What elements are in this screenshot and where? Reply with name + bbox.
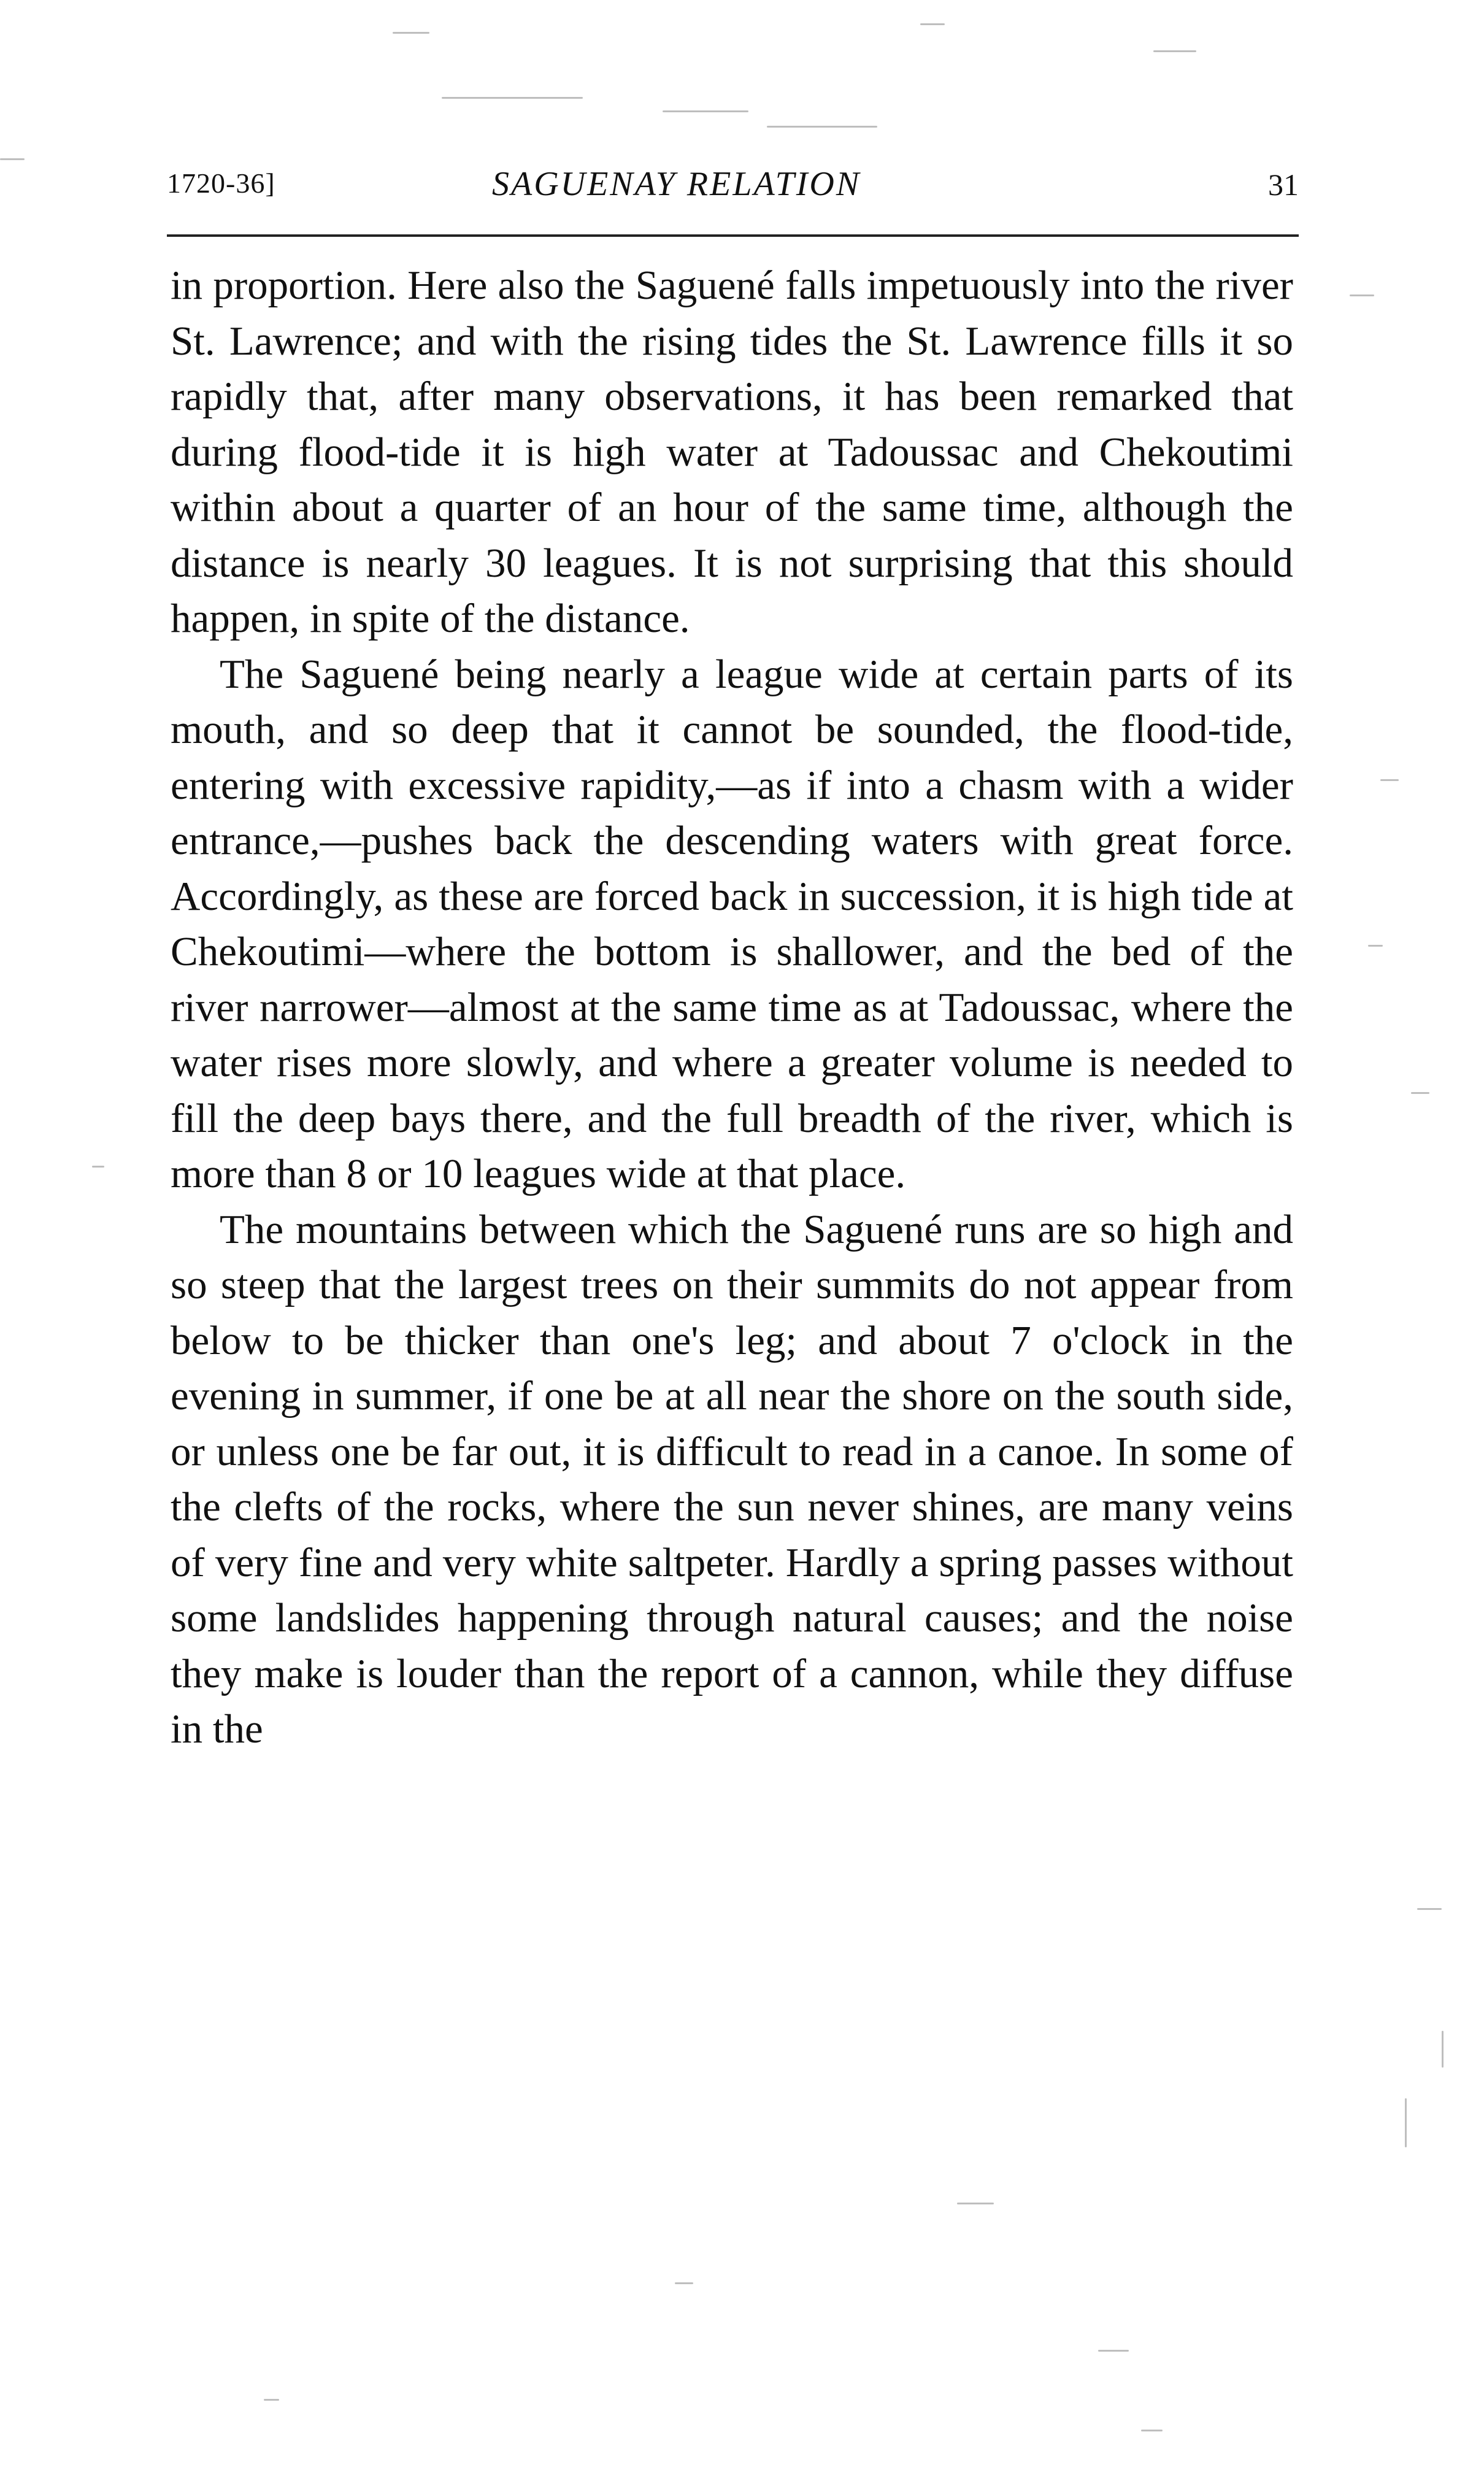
scan-speck <box>1153 50 1196 52</box>
scan-speck <box>92 1166 104 1168</box>
scan-speck <box>1350 294 1374 296</box>
scan-speck <box>663 110 748 112</box>
header-rule <box>167 234 1299 237</box>
scan-speck <box>442 97 583 99</box>
scan-speck <box>1141 2430 1163 2431</box>
running-head <box>167 161 1299 212</box>
body-text <box>171 258 1293 1757</box>
running-head-date-range: 1720-36] <box>167 167 275 199</box>
scan-speck <box>957 2203 994 2204</box>
paragraph-1: in proportion. Here also the Saguené falls impetuously into the river St. Lawrence; and with the rising tides the St. Lawrence fills it so rapidly that, after many observations, it has been remarked that during flood-tide it is high water at Tadoussac and Chekoutimi within about a quarter of an hour of the same time, although the distance is nearly 30 leagues. It is not surprising that this should happen, in spite of the distance. <box>171 263 1293 641</box>
scan-speck <box>767 126 877 128</box>
scan-speck <box>0 158 25 160</box>
scan-speck <box>920 23 945 25</box>
scan-speck <box>264 2399 279 2401</box>
scan-speck <box>1380 779 1399 781</box>
running-head-title: SAGUENAY RELATION <box>492 165 861 203</box>
scan-speck <box>1417 1908 1442 1910</box>
scan-speck <box>675 2282 693 2284</box>
scan-speck <box>1098 2350 1129 2352</box>
paragraph-3: The mountains between which the Saguené runs are so high and so steep that the largest trees on their summits do not appear from below to be thicker than one's leg; and about 7 o'clock in the evening in summer, if one be at all near the shore on the south side, or unless one be far out, it is difficult to read in a canoe. In some of the clefts of the rocks, where the sun never shines, are many veins of very fine and very white saltpeter. Hardly a spring passes without some landslides happening through natural causes; and the noise they make is louder than the report of a cannon, while they diffuse in the <box>171 1206 1293 1752</box>
scan-speck <box>1442 2031 1444 2068</box>
paragraph-2: The Saguené being nearly a league wide at certain parts of its mouth, and so deep that it cannot be sounded, the flood-tide, entering with excessive rapidity,—as if into a chasm with a wider entrance,—pushes back the descending waters with great force. Accordingly, as these are forced back in succession, it is high tide at Chekoutimi—where the bottom is shallower, and the bed of the river narrower—almost at the same time as at Tadoussac, where the water rises more slowly, and where a greater volume is needed to fill the deep bays there, and the full breadth of the river, which is more than 8 or 10 leagues wide at that place. <box>171 651 1293 1196</box>
scan-speck <box>1411 1092 1429 1094</box>
scan-speck <box>393 32 429 34</box>
scan-speck <box>1368 945 1383 947</box>
page-number: 31 <box>1268 167 1299 202</box>
scan-speck <box>1405 2098 1407 2147</box>
